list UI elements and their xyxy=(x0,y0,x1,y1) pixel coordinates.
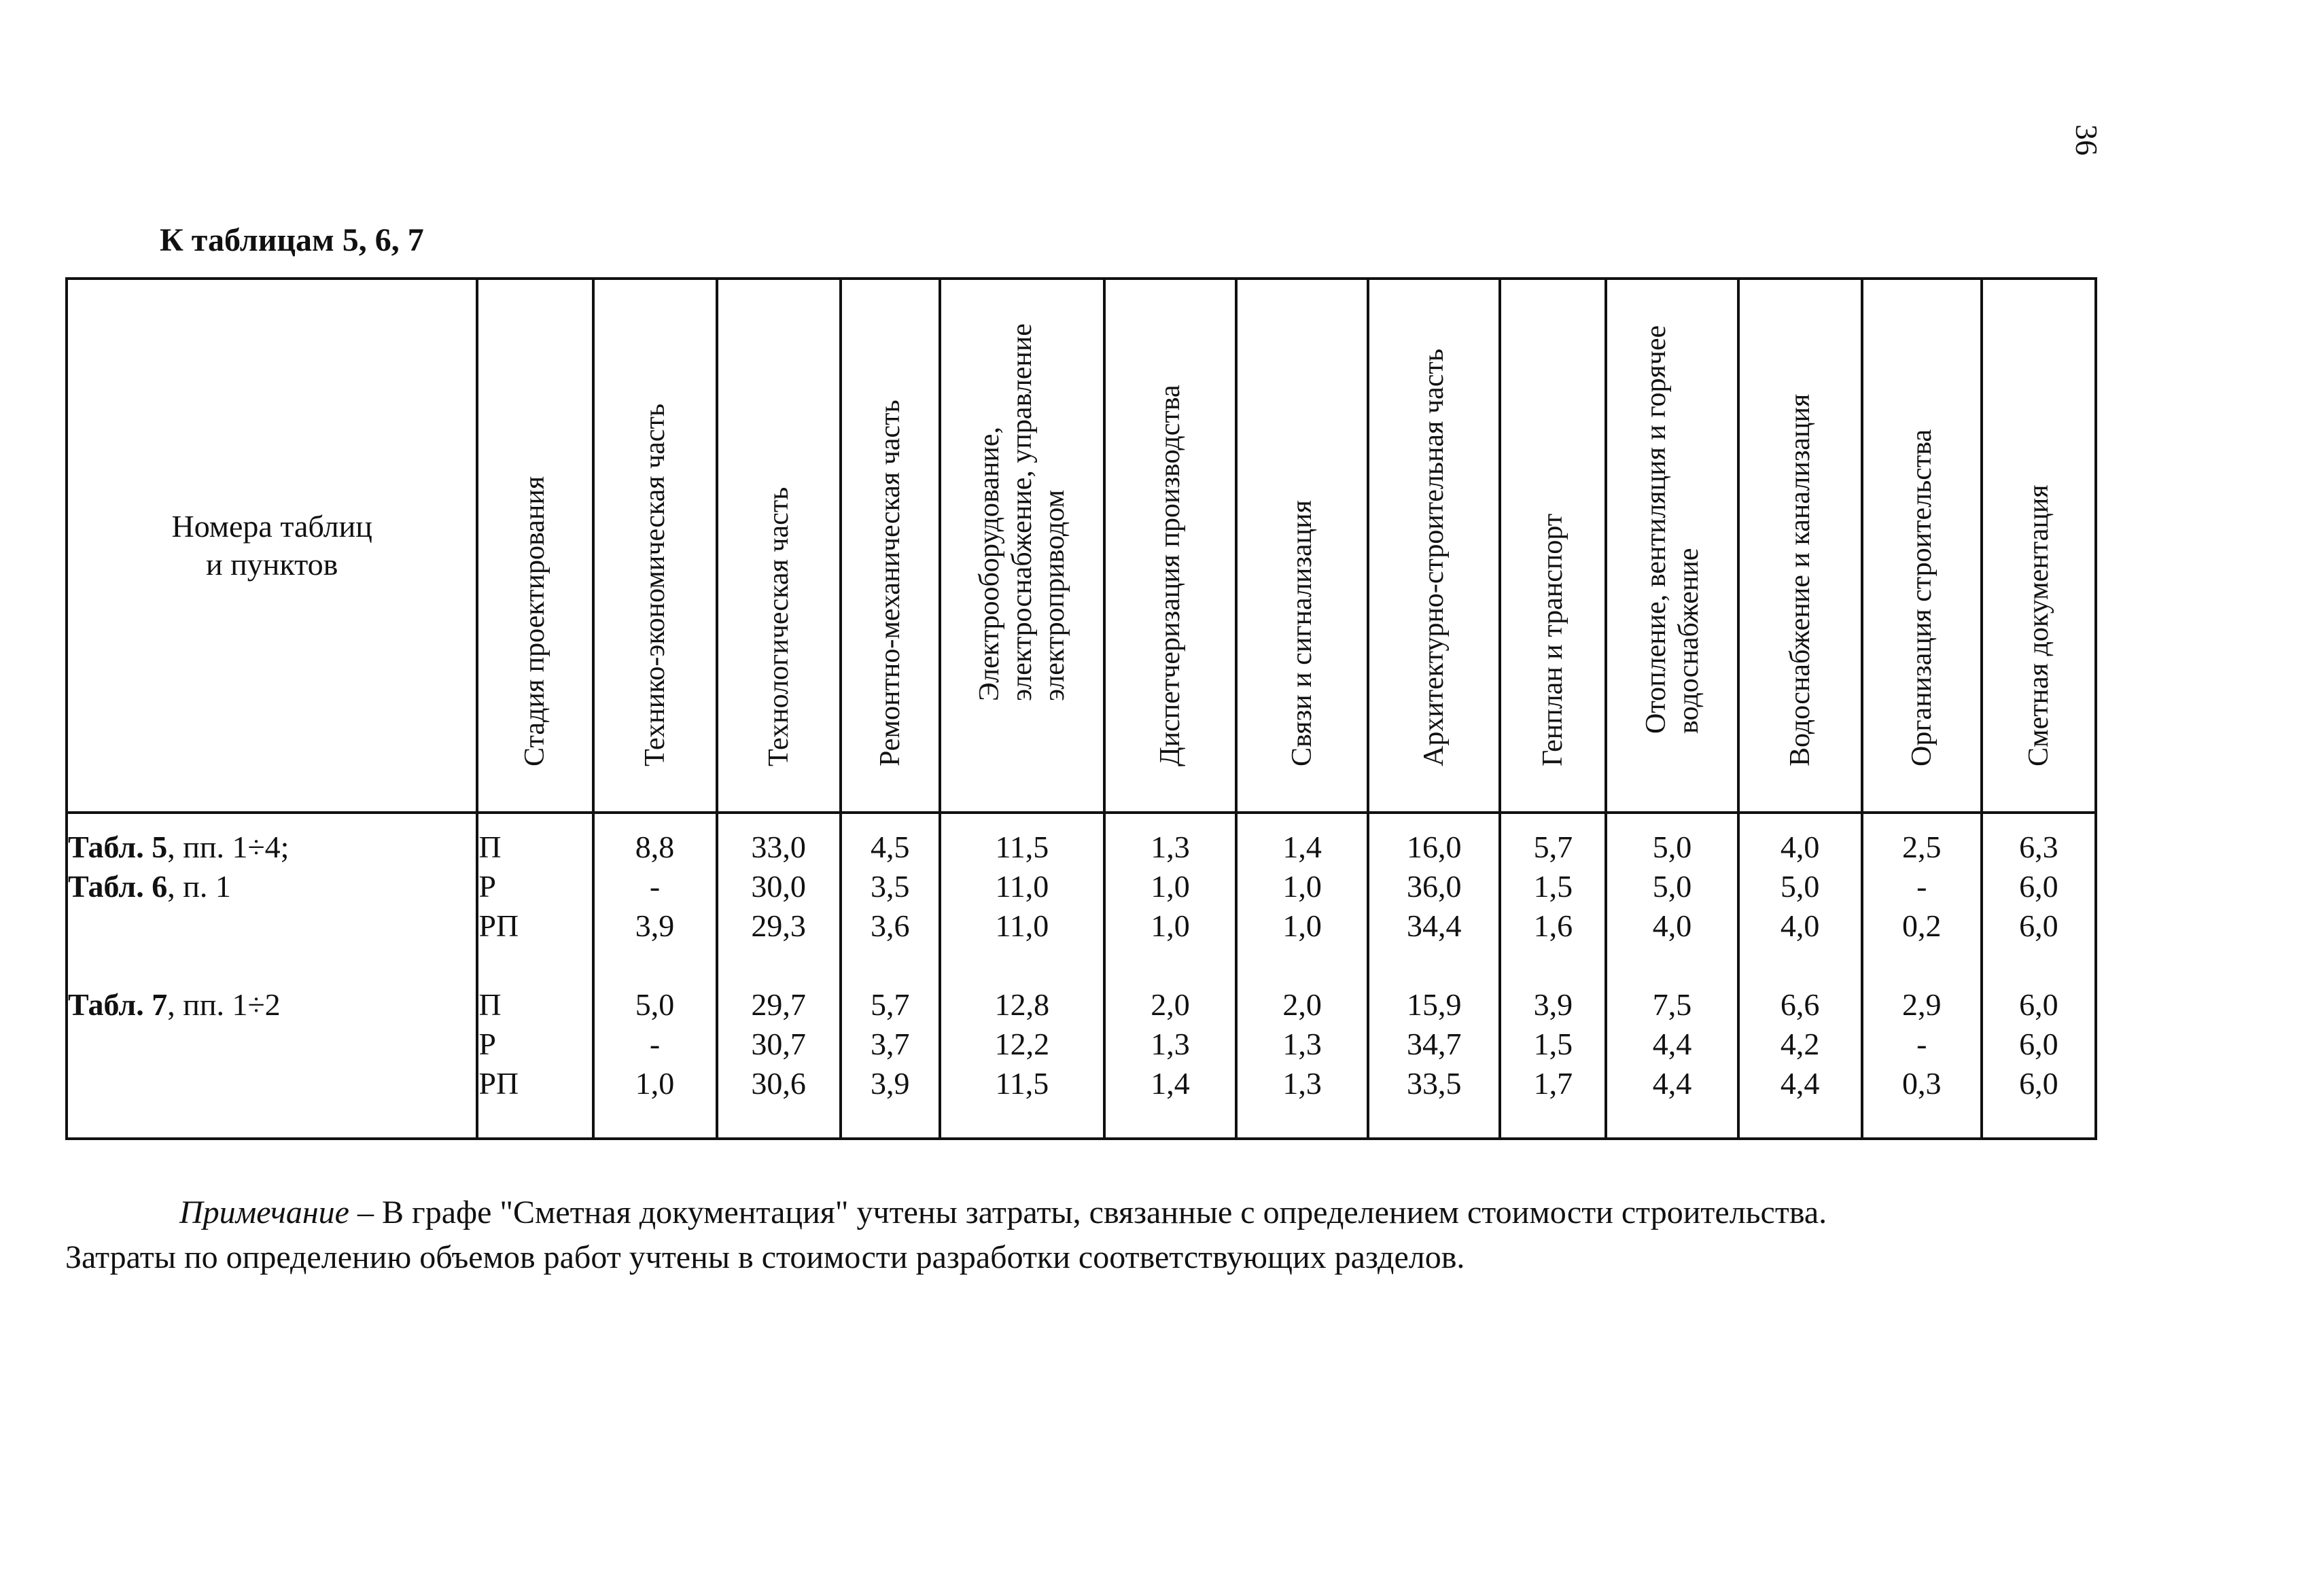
value-cell xyxy=(1982,813,2096,1139)
stage-label: П xyxy=(478,987,502,1022)
value: - xyxy=(1916,869,1927,904)
value-cell xyxy=(1862,813,1982,1139)
row-label-items: , пп. 1÷4; xyxy=(167,830,290,864)
column-header-text: Стадия проектирования xyxy=(519,476,551,766)
value: 30,7 xyxy=(751,1027,806,1061)
value: 3,7 xyxy=(871,1027,910,1061)
value: 6,0 xyxy=(2019,987,2058,1022)
value: - xyxy=(1916,1027,1927,1061)
value-cell xyxy=(940,813,1104,1139)
value: 5,0 xyxy=(635,987,675,1022)
column-header-dispatching xyxy=(1104,279,1236,813)
value: 4,4 xyxy=(1652,1066,1692,1101)
value: 3,6 xyxy=(871,908,910,943)
column-header-text: Связи и сигнализация xyxy=(1286,500,1318,766)
value: 4,4 xyxy=(1652,1027,1692,1061)
value: 5,7 xyxy=(871,987,910,1022)
value: 5,0 xyxy=(1780,869,1820,904)
value: 6,0 xyxy=(2019,908,2058,943)
row-label-table: Табл. 7 xyxy=(68,987,168,1022)
column-header-text: водоснабжение xyxy=(1672,548,1704,734)
value-cell xyxy=(1606,813,1738,1139)
page-number: 36 xyxy=(2069,124,2104,156)
column-header-construction-org xyxy=(1862,279,1982,813)
row-label-items: , п. 1 xyxy=(167,869,231,904)
value-cell xyxy=(717,813,841,1139)
column-header-site-plan xyxy=(1500,279,1606,813)
value: 2,9 xyxy=(1901,987,1942,1022)
stage-label: РП xyxy=(478,1066,519,1101)
corner-header-line: и пунктов xyxy=(206,547,338,582)
value: 34,4 xyxy=(1407,908,1462,943)
column-header-water xyxy=(1738,279,1862,813)
table-body-row xyxy=(67,813,2096,1139)
value-cell xyxy=(1236,813,1368,1139)
value: 11,5 xyxy=(995,1066,1049,1101)
value: 4,0 xyxy=(1780,830,1820,864)
value: 8,8 xyxy=(635,830,675,864)
value: 5,7 xyxy=(1533,830,1573,864)
row-label-items: , пп. 1÷2 xyxy=(167,987,281,1022)
column-header-text: Технико-экономическая часть xyxy=(639,404,671,766)
value: 7,5 xyxy=(1652,987,1692,1022)
value: 4,2 xyxy=(1780,1027,1820,1061)
stage-label: РП xyxy=(478,908,519,943)
column-header-estimate xyxy=(1982,279,2096,813)
value: 5,0 xyxy=(1652,830,1692,864)
value: 6,6 xyxy=(1780,987,1820,1022)
stage-label: Р xyxy=(478,869,496,904)
value: 3,9 xyxy=(1533,987,1573,1022)
value: 1,6 xyxy=(1533,908,1573,943)
value: 1,4 xyxy=(1151,1066,1190,1101)
column-header-tech-economic xyxy=(593,279,717,813)
value: 11,0 xyxy=(995,869,1049,904)
column-header-stage xyxy=(477,279,593,813)
value: 11,0 xyxy=(995,908,1049,943)
value: 33,5 xyxy=(1407,1066,1462,1101)
column-header-technological xyxy=(717,279,841,813)
value: 11,5 xyxy=(995,830,1049,864)
value: 3,9 xyxy=(635,908,675,943)
value: 36,0 xyxy=(1407,869,1462,904)
corner-header xyxy=(67,279,477,813)
value: 30,0 xyxy=(751,869,806,904)
column-header-text: Водоснабжение и канализация xyxy=(1784,393,1816,766)
value-cell xyxy=(1368,813,1500,1139)
value: 12,2 xyxy=(994,1027,1050,1061)
column-header-text: Технологическая часть xyxy=(762,486,794,766)
row-label xyxy=(68,828,476,867)
value: 12,8 xyxy=(994,987,1050,1022)
footnote xyxy=(65,1190,2131,1280)
value-cell xyxy=(841,813,940,1139)
row-label-table: Табл. 6 xyxy=(68,869,168,904)
value: 16,0 xyxy=(1407,830,1462,864)
cost-distribution-table xyxy=(65,277,2097,1140)
row-label-table: Табл. 5 xyxy=(68,830,168,864)
value: 1,0 xyxy=(635,1066,675,1101)
value: 1,3 xyxy=(1282,1066,1322,1101)
value: 2,0 xyxy=(1282,987,1322,1022)
value: 3,9 xyxy=(871,1066,910,1101)
value: 1,5 xyxy=(1533,1027,1573,1061)
value: 1,3 xyxy=(1151,830,1190,864)
corner-header-line: Номера таблиц xyxy=(171,509,372,544)
value: 15,9 xyxy=(1407,987,1462,1022)
value: 6,3 xyxy=(2019,830,2058,864)
value: 0,3 xyxy=(1901,1066,1942,1101)
value: 1,0 xyxy=(1151,869,1190,904)
value: 1,3 xyxy=(1151,1027,1190,1061)
column-header-text: Отопление, вентиляция и горячее xyxy=(1640,325,1672,734)
row-labels-cell xyxy=(67,813,477,1139)
column-header-electrical xyxy=(940,279,1104,813)
footnote-text: – В графе "Сметная документация" учтены затраты, связанные с определением стоимости строительства. xyxy=(349,1194,1827,1230)
value: 1,5 xyxy=(1533,869,1573,904)
value: 1,0 xyxy=(1282,908,1322,943)
footnote-line xyxy=(65,1190,2131,1235)
value: 3,5 xyxy=(871,869,910,904)
column-header-communications xyxy=(1236,279,1368,813)
value: 1,4 xyxy=(1282,830,1322,864)
column-header-text: Сметная документация xyxy=(2022,484,2054,766)
table-heading: К таблицам 5, 6, 7 xyxy=(160,222,424,258)
footnote-label: Примечание xyxy=(179,1194,349,1230)
value: 1,7 xyxy=(1533,1066,1573,1101)
column-header-text: электроснабжение, управление xyxy=(1006,323,1038,701)
value: 4,0 xyxy=(1780,908,1820,943)
value: 34,7 xyxy=(1407,1027,1462,1061)
value: 30,6 xyxy=(751,1066,806,1101)
value: 1,0 xyxy=(1282,869,1322,904)
column-header-text: Электрооборудование, xyxy=(973,426,1005,701)
value: 2,0 xyxy=(1151,987,1190,1022)
row-label xyxy=(68,985,476,1025)
value-cell xyxy=(1104,813,1236,1139)
column-header-text: Организация строительства xyxy=(1906,429,1937,766)
stage-label: Р xyxy=(478,1027,496,1061)
value: - xyxy=(649,869,661,904)
column-header-text: Архитектурно-строительная часть xyxy=(1418,349,1450,766)
column-header-text: Диспетчеризация производства xyxy=(1155,385,1187,766)
value: 29,7 xyxy=(751,987,806,1022)
value: 6,0 xyxy=(2019,1066,2058,1101)
header-row xyxy=(67,279,2096,813)
stage-cell xyxy=(477,813,593,1139)
value: - xyxy=(649,1027,661,1061)
column-header-text: Ремонтно-механическая часть xyxy=(874,400,906,766)
value: 6,0 xyxy=(2019,869,2058,904)
value-cell xyxy=(1500,813,1606,1139)
row-label xyxy=(68,867,476,906)
stage-label: П xyxy=(478,830,502,864)
footnote-line: Затраты по определению объемов работ учтены в стоимости разработки соответствующих разделов. xyxy=(65,1239,1465,1275)
column-header-architectural xyxy=(1368,279,1500,813)
column-header-text: электроприводом xyxy=(1038,489,1070,701)
value: 2,5 xyxy=(1901,830,1942,864)
value-cell xyxy=(1738,813,1862,1139)
column-header-heating xyxy=(1606,279,1738,813)
value: 29,3 xyxy=(751,908,806,943)
value: 33,0 xyxy=(751,830,806,864)
value: 6,0 xyxy=(2019,1027,2058,1061)
column-header-repair-mechanical xyxy=(841,279,940,813)
value: 4,0 xyxy=(1652,908,1692,943)
value: 4,4 xyxy=(1780,1066,1820,1101)
value: 5,0 xyxy=(1652,869,1692,904)
value: 0,2 xyxy=(1901,908,1942,943)
value: 4,5 xyxy=(871,830,910,864)
value: 1,0 xyxy=(1151,908,1190,943)
value-cell xyxy=(593,813,717,1139)
column-header-text: Генплан и транспорт xyxy=(1537,513,1569,766)
value: 1,3 xyxy=(1282,1027,1322,1061)
